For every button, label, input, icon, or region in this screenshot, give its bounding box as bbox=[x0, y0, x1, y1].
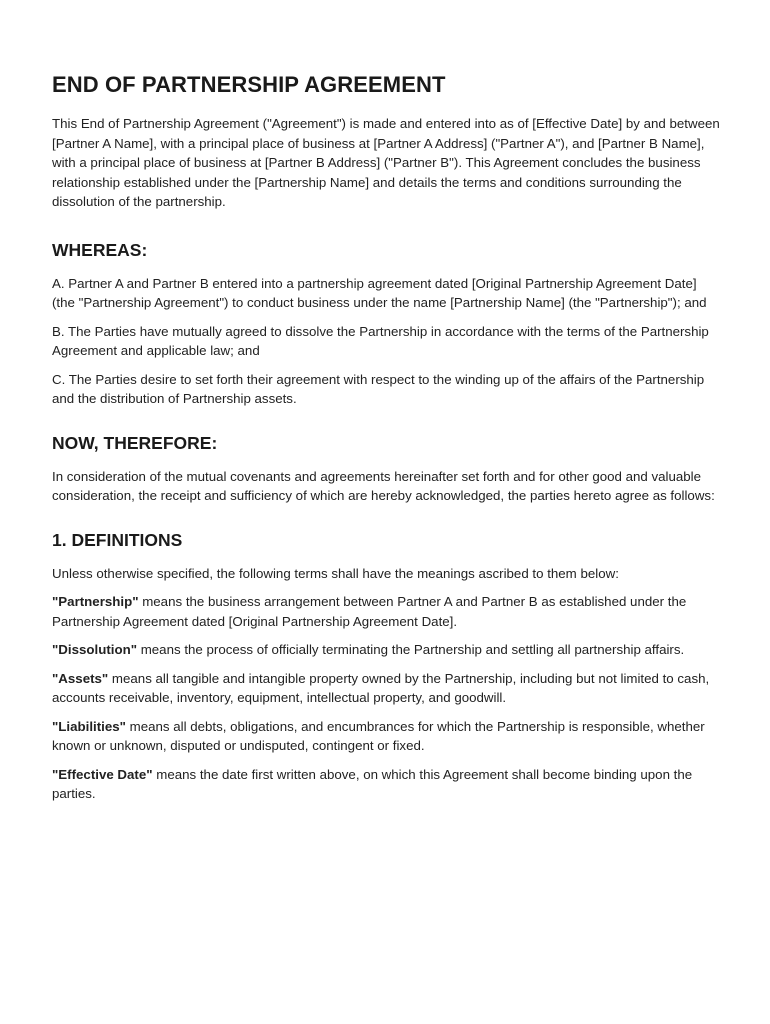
definition-text: means the process of officially terminating the Partnership and settling all partnership affairs. bbox=[137, 642, 685, 657]
definition-liabilities bbox=[52, 717, 722, 756]
definition-assets bbox=[52, 669, 722, 708]
whereas-clause-a: A. Partner A and Partner B entered into a partnership agreement dated [Original Partnership Agreement Date] (the "Partnership Agreement") to conduct business under the name [Partnership Name] (the "Partnership"); and bbox=[52, 275, 707, 310]
document-title: END OF PARTNERSHIP AGREEMENT bbox=[52, 72, 446, 97]
definition-term: "Partnership" bbox=[52, 594, 139, 609]
definition-term: "Assets" bbox=[52, 670, 109, 686]
definitions-lead: Unless otherwise specified, the following terms shall have the meanings ascribed to them below: bbox=[52, 565, 619, 581]
definition-effective-date bbox=[52, 765, 722, 804]
definition-term: "Dissolution" bbox=[52, 642, 138, 657]
definition-term: "Liabilities" bbox=[52, 718, 126, 734]
definition-term: "Effective Date" bbox=[52, 766, 153, 782]
definition-partnership bbox=[52, 592, 722, 631]
whereas-heading: WHEREAS: bbox=[52, 239, 148, 260]
therefore-heading: NOW, THEREFORE: bbox=[52, 432, 218, 453]
definition-text: means all debts, obligations, and encumbrances for which the Partnership is responsible, whether known or unknown, disputed or undisputed, contingent or fixed. bbox=[52, 718, 705, 753]
definition-text: means the date first written above, on which this Agreement shall become binding upon the parties. bbox=[52, 766, 693, 801]
whereas-clause-b: B. The Parties have mutually agreed to dissolve the Partnership in accordance with the terms of the Partnership Agreement and applicable law; and bbox=[52, 323, 709, 358]
therefore-paragraph: In consideration of the mutual covenants and agreements hereinafter set forth and for other good and valuable consideration, the receipt and sufficiency of which are hereby acknowledged, the parties hereto agree as follows: bbox=[52, 468, 715, 503]
definitions-heading: 1. DEFINITIONS bbox=[52, 529, 183, 550]
definition-dissolution bbox=[52, 640, 722, 660]
document-page bbox=[52, 70, 722, 813]
intro-paragraph: This End of Partnership Agreement ("Agreement") is made and entered into as of [Effective Date] by and between [Partner A Name], with a principal place of business at [Partner A Address] ("Partner A"), and [Partner B Name], with a principal place of business at [Partner B Address] ("Partner B"). This Agreement concludes the business relationship established under the [Partnership Name] and details the terms and conditions surrounding the dissolution of the partnership. bbox=[52, 116, 720, 209]
definition-text: means the business arrangement between Partner A and Partner B as established under the Partnership Agreement dated [Original Partnership Agreement Date]. bbox=[52, 594, 687, 629]
definition-text: means all tangible and intangible property owned by the Partnership, including but not limited to cash, accounts receivable, inventory, equipment, intellectual property, and goodwill. bbox=[52, 670, 710, 705]
whereas-clause-c: C. The Parties desire to set forth their agreement with respect to the winding up of the affairs of the Partnership and the distribution of Partnership assets. bbox=[52, 371, 705, 406]
